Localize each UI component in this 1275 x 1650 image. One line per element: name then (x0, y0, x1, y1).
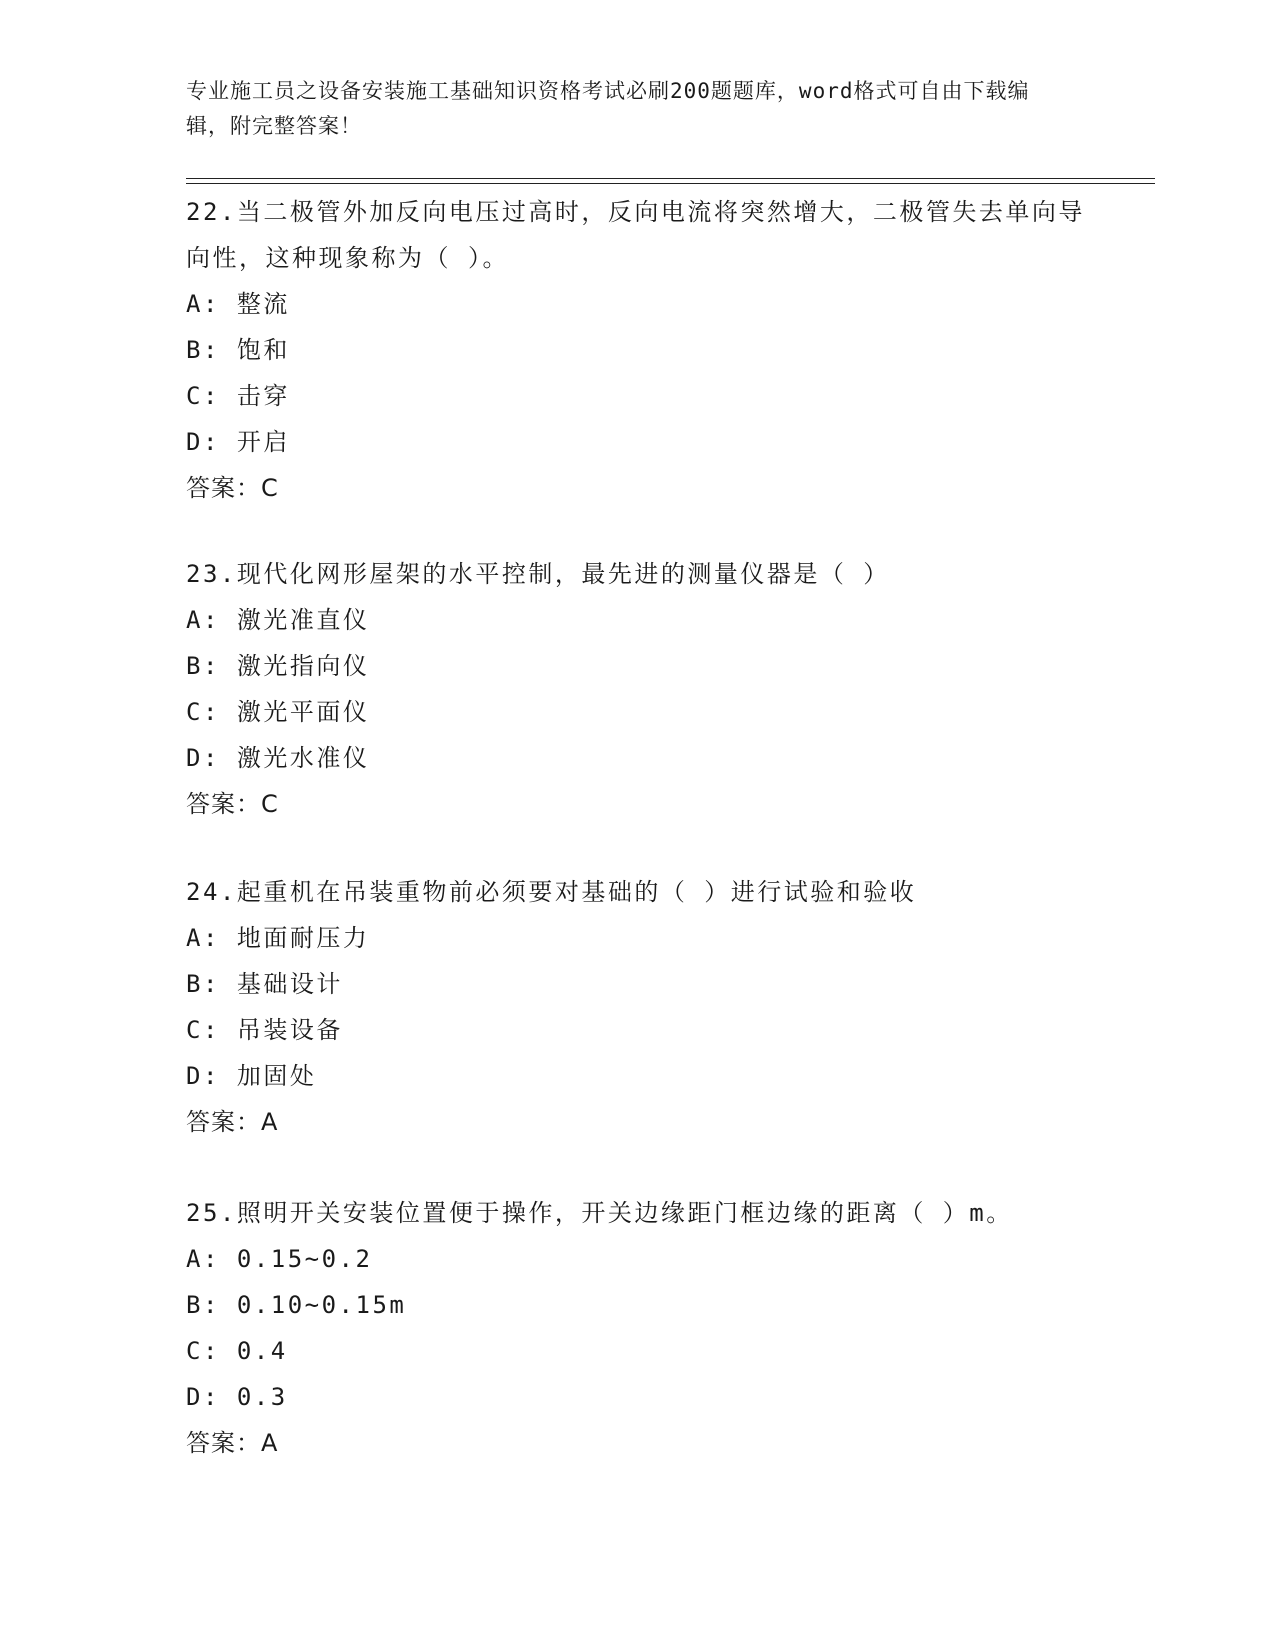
question-stem: 24.起重机在吊装重物前必须要对基础的（ ）进行试验和验收 (186, 878, 917, 906)
option-b: B: 0.10~0.15m (186, 1291, 407, 1319)
question-25 (186, 1190, 1086, 1466)
answer-line: 答案：C (186, 474, 279, 502)
question-stem: 22.当二极管外加反向电压过高时，反向电流将突然增大，二极管失去单向导向性，这种现象称为（ ）。 (186, 198, 1085, 272)
option-a: A: 地面耐压力 (186, 924, 370, 952)
option-c: C: 激光平面仪 (186, 698, 370, 726)
option-c: C: 0.4 (186, 1337, 288, 1365)
option-a: A: 激光准直仪 (186, 606, 370, 634)
header-divider-top (186, 178, 1155, 179)
option-b: B: 饱和 (186, 336, 290, 364)
question-22 (186, 189, 1086, 511)
question-stem: 25.照明开关安装位置便于操作，开关边缘距门框边缘的距离（ ）m。 (186, 1199, 1013, 1227)
option-d: D: 0.3 (186, 1383, 288, 1411)
question-stem: 23.现代化网形屋架的水平控制，最先进的测量仪器是（ ） (186, 560, 890, 588)
option-a: A: 整流 (186, 290, 290, 318)
answer-line: 答案：A (186, 1429, 279, 1457)
option-c: C: 吊装设备 (186, 1016, 343, 1044)
question-24 (186, 869, 1086, 1145)
option-a: A: 0.15~0.2 (186, 1245, 373, 1273)
option-d: D: 加固处 (186, 1062, 317, 1090)
answer-line: 答案：C (186, 790, 279, 818)
option-d: D: 激光水准仪 (186, 744, 370, 772)
answer-line: 答案：A (186, 1108, 279, 1136)
document-header: 专业施工员之设备安装施工基础知识资格考试必刷200题题库，word格式可自由下载编辑，附完整答案！ (186, 79, 1030, 138)
option-b: B: 基础设计 (186, 970, 343, 998)
option-b: B: 激光指向仪 (186, 652, 370, 680)
question-23 (186, 551, 1086, 827)
header-divider-bottom (186, 183, 1155, 184)
option-d: D: 开启 (186, 428, 290, 456)
option-c: C: 击穿 (186, 382, 290, 410)
